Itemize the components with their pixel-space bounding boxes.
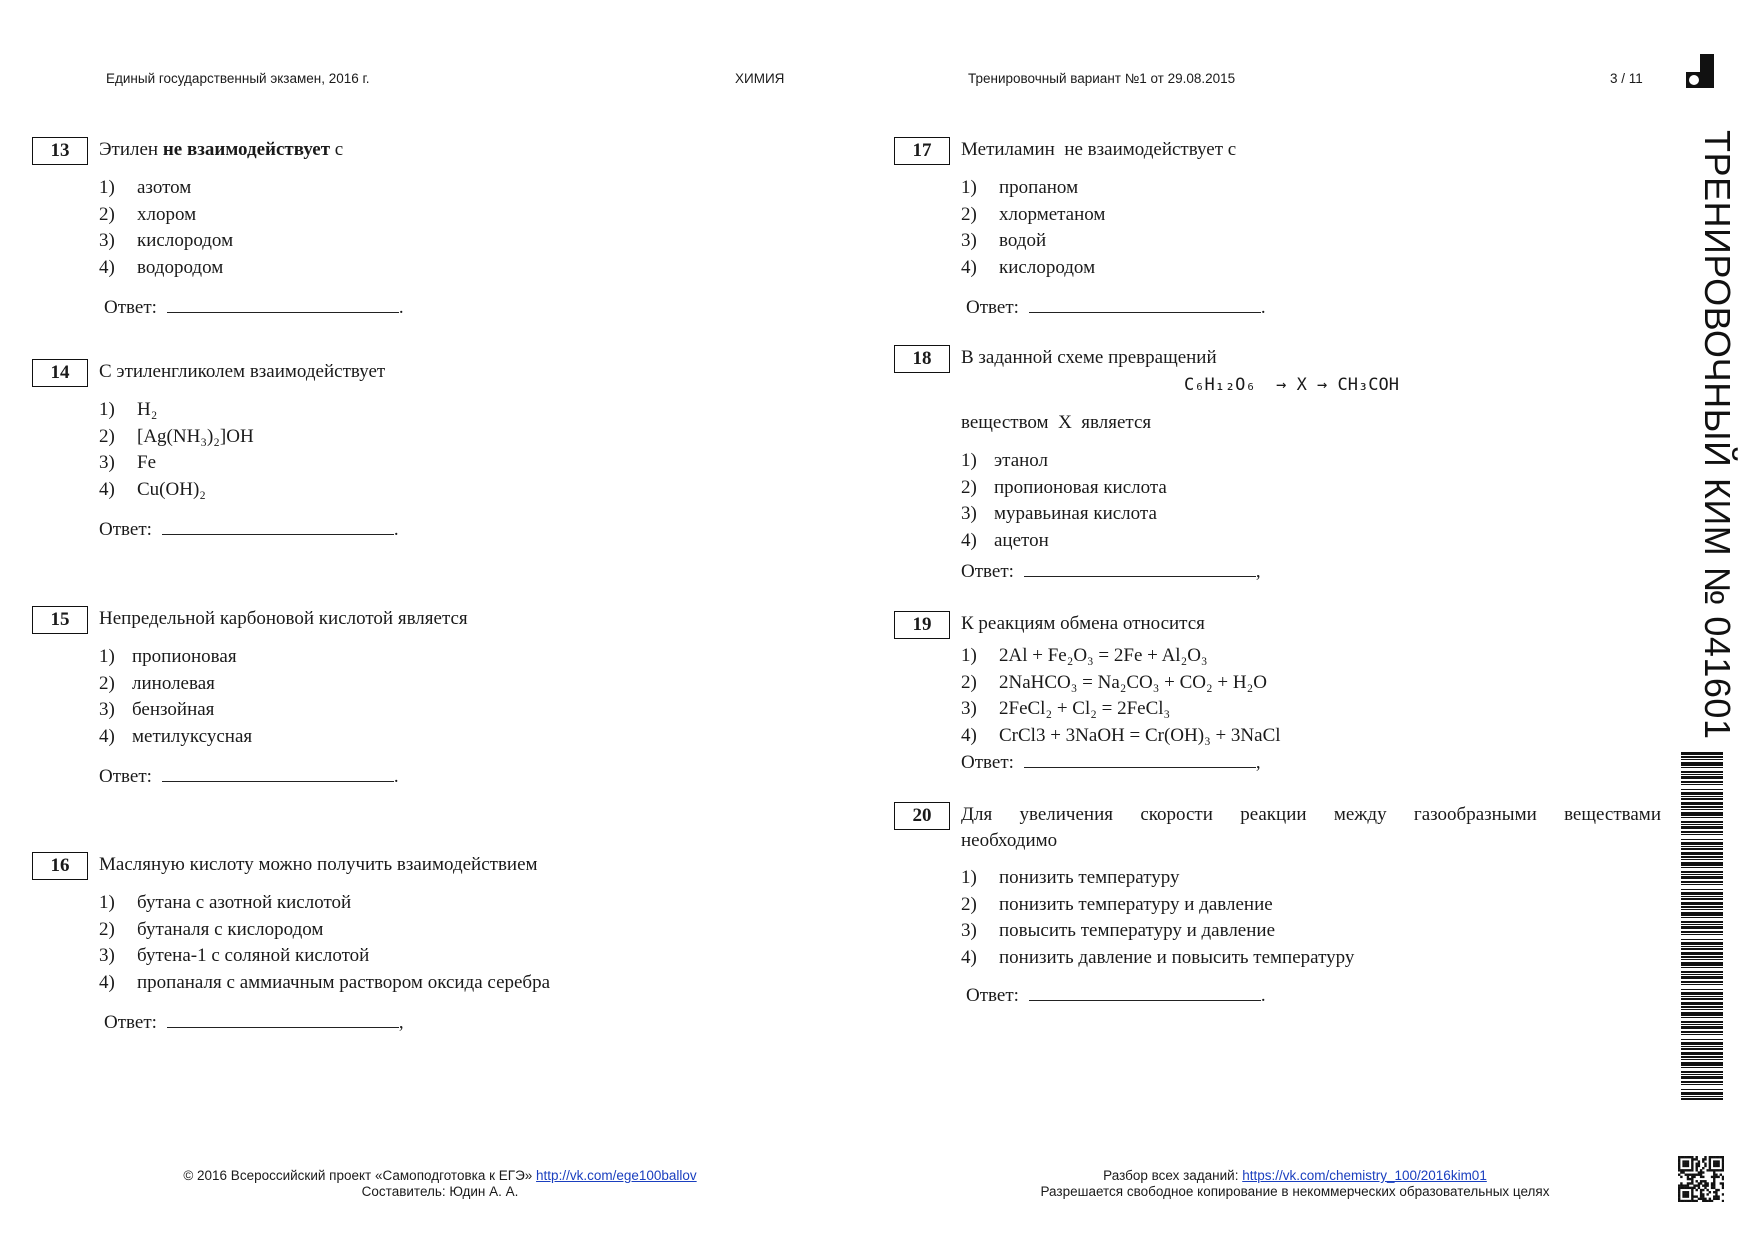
options-list (961, 175, 1105, 281)
task-question-cont: необходимо (961, 830, 1058, 851)
option: 2) 2NaHCO₃ = Na₂CO₃ + CO₂ + H₂O (961, 671, 1267, 693)
task-question: С этиленгликолем взаимодействует (99, 361, 386, 382)
option: 2) бутаналя с кислородом (99, 918, 324, 940)
footer-right: Разбор всех заданий: https://vk.com/chemistry_100/2016kim01 Разрешается свободное копирование в некоммерческих образовательных целях (1015, 1168, 1575, 1200)
answer-field[interactable]: Ответ: , (961, 558, 1261, 585)
qr-code-icon (1678, 1156, 1724, 1202)
kim-label: ТРЕНИРОВОЧНЫЙ КИМ № 041601 (1697, 130, 1738, 740)
task-number: 18 (894, 345, 950, 373)
option: 4) пропаналя с аммиачным раствором оксида серебра (99, 971, 551, 993)
option: 1) H₂ (99, 399, 158, 420)
option: 3) бутена-1 с соляной кислотой (99, 945, 370, 966)
side-label (1687, 130, 1747, 770)
header-exam: Единый государственный экзамен, 2016 г. (106, 71, 370, 86)
barcode-icon (1681, 752, 1723, 1102)
option: 2) хлором (99, 203, 197, 225)
answer-field[interactable]: Ответ: . (966, 982, 1266, 1009)
footer-left: © 2016 Всероссийский проект «Самоподготовка к ЕГЭ» http://vk.com/ege100ballov Составитель: Юдин А. А. (120, 1168, 760, 1200)
option: 4) ацетон (961, 529, 1049, 551)
option: 4) кислородом (961, 256, 1096, 278)
option: 3) водой (961, 230, 1047, 251)
footer-note: Разрешается свободное копирование в некоммерческих образовательных целях (1040, 1184, 1550, 1199)
option: 1) понизить температуру (961, 867, 1180, 888)
answer-field[interactable]: Ответ: . (99, 516, 399, 543)
option: 1) пропионовая (99, 646, 237, 667)
option: 4) Cu(OH)₂ (99, 478, 206, 500)
task-question: К реакциям обмена относится (961, 613, 1205, 634)
option: 3) Fe (99, 452, 156, 473)
header-page: 3 / 11 (1610, 71, 1643, 86)
task-question: Этилен не взаимодействует с (99, 139, 344, 160)
answer-field[interactable]: Ответ: , (961, 749, 1261, 776)
answer-field[interactable]: Ответ: . (966, 294, 1266, 321)
answer-field[interactable]: Ответ: . (104, 294, 404, 321)
task-number: 14 (32, 359, 88, 387)
option: 1) этанол (961, 450, 1049, 471)
transformation-scheme: C₆H₁₂O₆ → X → CH₃COH (1184, 375, 1399, 395)
option: 3) муравьиная кислота (961, 503, 1157, 524)
task-number: 15 (32, 606, 88, 634)
footer-link-ege100ballov[interactable]: http://vk.com/ege100ballov (536, 1168, 697, 1183)
task-number: 17 (894, 137, 950, 165)
task-number: 13 (32, 137, 88, 165)
option: 3) повысить температуру и давление (961, 920, 1276, 941)
task-question: Масляную кислоту можно получить взаимодействием (99, 854, 538, 875)
option: 3) кислородом (99, 230, 234, 251)
task-question: Непредельной карбоновой кислотой является (99, 608, 468, 629)
task-question: Для увеличения скорости реакции между газообразными веществами (961, 804, 1661, 825)
option: 4) понизить давление и повысить температуру (961, 946, 1355, 968)
option: 1) 2Al + Fe₂O₃ = 2Fe + Al₂O₃ (961, 645, 1208, 666)
options-list (961, 643, 1281, 749)
footer-link-chemistry100[interactable]: https://vk.com/chemistry_100/2016kim01 (1242, 1168, 1487, 1183)
footer-author: Составитель: Юдин А. А. (361, 1184, 519, 1199)
option: 1) азотом (99, 177, 192, 198)
task-question-cont: веществом X является (961, 412, 1152, 433)
options-list (961, 865, 1354, 971)
header-subject: ХИМИЯ (735, 71, 785, 86)
task-number: 20 (894, 802, 950, 830)
options-list (99, 397, 254, 503)
task-question: В заданной схеме превращений (961, 347, 1217, 368)
options-list (99, 644, 252, 750)
corner-marker-icon (1686, 54, 1714, 88)
options-list (99, 175, 233, 281)
option: 2) понизить температуру и давление (961, 893, 1273, 915)
option: 2) линолевая (99, 672, 215, 694)
answer-field[interactable]: Ответ: . (99, 763, 399, 790)
task-number: 19 (894, 611, 950, 639)
answer-field[interactable]: Ответ: , (104, 1009, 404, 1036)
options-list (961, 448, 1167, 554)
option: 2) [Ag(NH₃)₂]OH (99, 425, 254, 447)
option: 4) водородом (99, 256, 224, 278)
option: 2) пропионовая кислота (961, 476, 1167, 498)
option: 1) пропаном (961, 177, 1079, 198)
option: 2) хлорметаном (961, 203, 1106, 225)
header-variant: Тренировочный вариант №1 от 29.08.2015 (968, 71, 1236, 86)
options-list (99, 890, 550, 996)
option: 1) бутана с азотной кислотой (99, 892, 352, 913)
task-question: Метиламин не взаимодействует с (961, 139, 1237, 160)
task-number: 16 (32, 852, 88, 880)
option: 3) бензойная (99, 699, 215, 720)
option: 4) CrCl3 + 3NaOH = Cr(OH)₃ + 3NaCl (961, 724, 1281, 746)
option: 3) 2FeCl₂ + Cl₂ = 2FeCl₃ (961, 698, 1171, 719)
option: 4) метилуксусная (99, 725, 253, 747)
